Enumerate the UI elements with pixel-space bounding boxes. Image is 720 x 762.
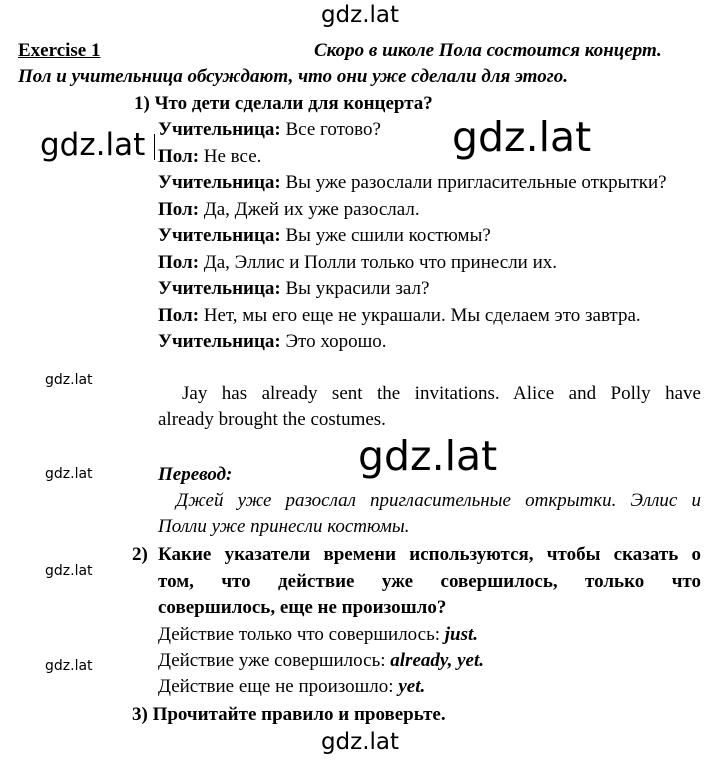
marker-value: already, yet. bbox=[390, 650, 485, 671]
utterance: Вы уже разослали пригласительные открытки? bbox=[285, 172, 667, 193]
speaker: Учительница: bbox=[158, 172, 281, 193]
question-number: 3) bbox=[132, 704, 148, 725]
text-cursor bbox=[154, 134, 155, 160]
marker-text: Действие только что совершилось: bbox=[158, 624, 445, 645]
watermark-side: gdz.lat bbox=[45, 466, 93, 482]
dialogue-line bbox=[158, 225, 491, 247]
dialogue-line bbox=[158, 331, 387, 353]
watermark-side: gdz.lat bbox=[45, 563, 93, 579]
question-1 bbox=[134, 93, 433, 115]
question-text: Что дети сделали для концерта? bbox=[154, 93, 433, 114]
speaker: Учительница: bbox=[158, 278, 281, 299]
marker-text: Действие еще не произошло: bbox=[158, 676, 399, 697]
watermark-left: gdz.lat bbox=[40, 127, 146, 163]
dialogue-line bbox=[158, 146, 261, 168]
marker-line bbox=[158, 650, 484, 672]
question-2-line: том, что действие уже совершилось, только что bbox=[158, 571, 701, 592]
utterance: Да, Джей их уже разослал. bbox=[203, 199, 420, 220]
speaker: Учительница: bbox=[158, 225, 281, 246]
utterance: Нет, мы его еще не украшали. Мы сделаем это завтра. bbox=[203, 305, 641, 326]
speaker: Учительница: bbox=[158, 331, 281, 352]
utterance: Не все. bbox=[203, 146, 262, 167]
translation-paragraph bbox=[158, 490, 701, 512]
dialogue-line bbox=[158, 278, 429, 300]
dialogue-line bbox=[158, 199, 420, 221]
exercise-subtitle: Скоро в школе Пола состоится концерт. bbox=[314, 40, 662, 61]
watermark-center-big: gdz.lat bbox=[452, 113, 592, 161]
marker-line bbox=[158, 624, 478, 646]
dialogue-line bbox=[158, 172, 667, 194]
marker-value: yet. bbox=[398, 676, 426, 697]
dialogue-line bbox=[158, 119, 381, 141]
translation-label: Перевод: bbox=[158, 464, 233, 485]
exercise-intro: Пол и учительница обсуждают, что они уже сделали для этого. bbox=[18, 66, 568, 87]
speaker: Учительница: bbox=[158, 119, 281, 140]
answer-line: Jay has already sent the invitations. Alice and Polly have bbox=[182, 383, 701, 404]
question-2-line: совершилось, еще не произошло? bbox=[158, 597, 447, 618]
answer-line: already brought the costumes. bbox=[158, 409, 386, 430]
marker-line bbox=[158, 676, 425, 698]
question-3 bbox=[132, 704, 446, 726]
answer-paragraph bbox=[158, 383, 701, 405]
marker-text: Действие уже совершилось: bbox=[158, 650, 391, 671]
dialogue-line bbox=[158, 252, 557, 274]
utterance: Да, Эллис и Полли только что принесли их. bbox=[203, 252, 558, 273]
question-2-line: Какие указатели времени используются, чтобы сказать о bbox=[158, 544, 701, 565]
watermark-bottom: gdz.lat bbox=[320, 729, 400, 755]
speaker: Пол: bbox=[158, 252, 200, 273]
utterance: Вы уже сшили костюмы? bbox=[285, 225, 491, 246]
speaker: Пол: bbox=[158, 305, 200, 326]
question-text: Прочитайте правило и проверьте. bbox=[152, 704, 446, 725]
speaker: Пол: bbox=[158, 146, 200, 167]
watermark-middle-big: gdz.lat bbox=[358, 432, 498, 480]
speaker: Пол: bbox=[158, 199, 200, 220]
watermark-side: gdz.lat bbox=[45, 658, 93, 674]
utterance: Все готово? bbox=[285, 119, 381, 140]
translation-line: Полли уже принесли костюмы. bbox=[158, 516, 410, 537]
dialogue-line bbox=[158, 305, 641, 327]
utterance: Это хорошо. bbox=[285, 331, 387, 352]
utterance: Вы украсили зал? bbox=[285, 278, 430, 299]
exercise-title: Exercise 1 bbox=[18, 40, 101, 61]
marker-value: just. bbox=[444, 624, 479, 645]
watermark-side: gdz.lat bbox=[45, 372, 93, 388]
watermark-top: gdz.lat bbox=[320, 2, 400, 28]
translation-line: Джей уже разослал пригласительные открытки. Эллис и bbox=[176, 490, 701, 511]
question-number: 2) bbox=[132, 544, 148, 565]
question-number: 1) bbox=[134, 93, 150, 114]
